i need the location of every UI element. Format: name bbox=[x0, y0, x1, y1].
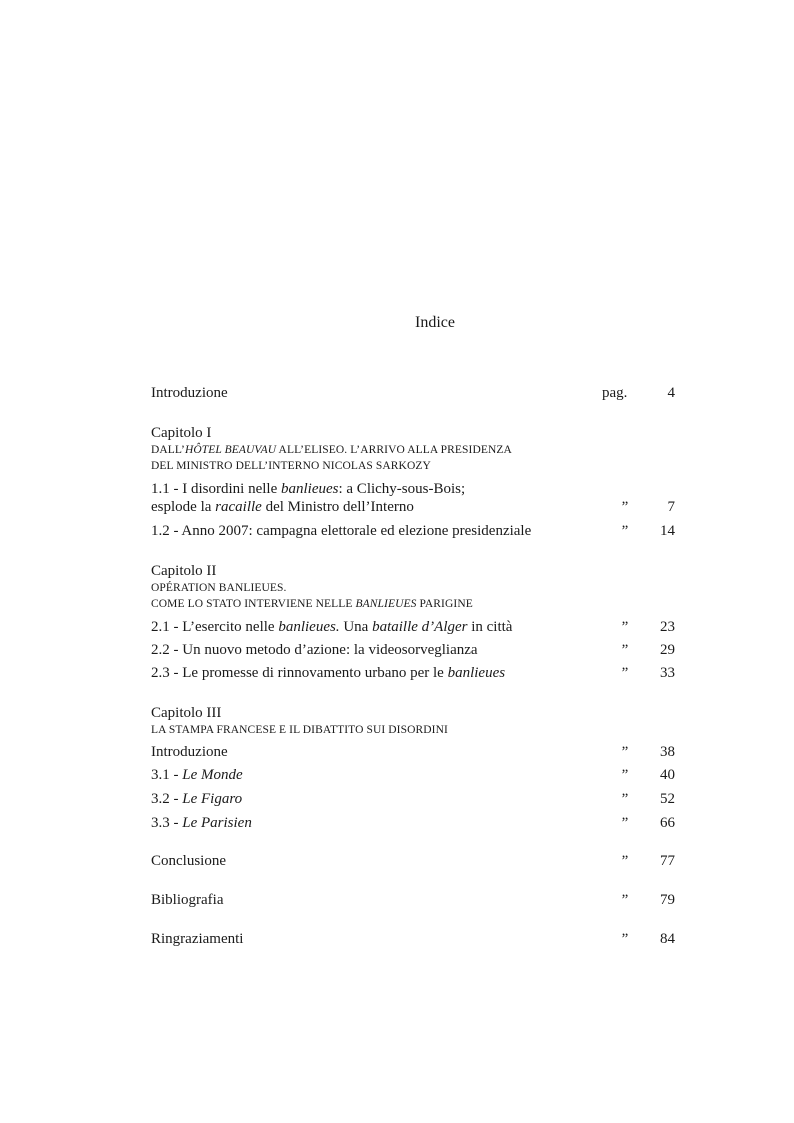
toc-entry-introduzione bbox=[151, 384, 675, 402]
toc-entry-label: 1.2 - Anno 2007: campagna elettorale ed elezione presidenziale bbox=[151, 523, 532, 539]
chapter-subtitle: COME LO STATO INTERVIENE NELLE BANLIEUES PARIGINE bbox=[151, 598, 473, 610]
page-number: 77 bbox=[660, 853, 675, 869]
toc-entry-label: 2.3 - Le promesse di rinnovamento urbano per le banlieues bbox=[151, 665, 506, 681]
toc-entry-label: Introduzione bbox=[151, 744, 228, 760]
ditto-mark: ” bbox=[621, 892, 629, 908]
toc-entry-1-1 bbox=[151, 480, 675, 516]
ditto-mark: ” bbox=[621, 931, 629, 947]
page-number: 84 bbox=[660, 931, 675, 947]
ditto-mark: ” bbox=[621, 642, 629, 658]
toc-entry-label: 1.1 - I disordini nelle banlieues: a Clichy-sous-Bois; bbox=[151, 481, 466, 497]
chapter-subtitle: OPÉRATION BANLIEUES. bbox=[151, 582, 287, 594]
toc-entry-3-1 bbox=[151, 766, 675, 784]
page-number: 38 bbox=[660, 744, 675, 760]
toc-entry-2-3 bbox=[151, 664, 675, 682]
toc-entry-bibliografia bbox=[151, 891, 675, 909]
page-number: 7 bbox=[667, 499, 675, 515]
toc-entry-1-2 bbox=[151, 522, 675, 540]
toc-entry-2-2 bbox=[151, 641, 675, 659]
toc-entry-3-0 bbox=[151, 743, 675, 761]
chapter-heading-1: Capitolo I bbox=[151, 425, 212, 441]
toc-entry-label: 3.3 - Le Parisien bbox=[151, 815, 252, 831]
ditto-mark: ” bbox=[621, 791, 629, 807]
toc-entry-label: Bibliografia bbox=[151, 892, 224, 908]
ditto-mark: ” bbox=[621, 665, 629, 681]
page-number: 52 bbox=[660, 791, 675, 807]
page-number: 79 bbox=[660, 892, 675, 908]
toc-entry-label: Introduzione bbox=[151, 385, 228, 401]
page-number: 4 bbox=[667, 385, 675, 401]
chapter-subtitle: DEL MINISTRO DELL’INTERNO NICOLAS SARKOZY bbox=[151, 460, 431, 472]
ditto-mark: ” bbox=[621, 499, 629, 515]
toc-entry-conclusione bbox=[151, 852, 675, 870]
ditto-mark: ” bbox=[621, 523, 629, 539]
pag-label: pag. bbox=[602, 385, 628, 401]
ditto-mark: ” bbox=[621, 744, 629, 760]
page-number: 33 bbox=[660, 665, 675, 681]
chapter-subtitle: LA STAMPA FRANCESE E IL DIBATTITO SUI DISORDINI bbox=[151, 724, 448, 736]
ditto-mark: ” bbox=[621, 767, 629, 783]
ditto-mark: ” bbox=[621, 619, 629, 635]
toc-entry-2-1 bbox=[151, 618, 675, 636]
page-title: Indice bbox=[415, 314, 455, 331]
toc-entry-3-2 bbox=[151, 790, 675, 808]
toc-entry-label: 2.2 - Un nuovo metodo d’azione: la videosorveglianza bbox=[151, 642, 478, 658]
toc-entry-label: 2.1 - L’esercito nelle banlieues. Una bataille d’Alger in città bbox=[151, 619, 513, 635]
toc-entry-3-3 bbox=[151, 814, 675, 832]
chapter-heading-2: Capitolo II bbox=[151, 563, 217, 579]
page-number: 29 bbox=[660, 642, 675, 658]
chapter-heading-3: Capitolo III bbox=[151, 705, 222, 721]
page-number: 40 bbox=[660, 767, 675, 783]
page-number: 23 bbox=[660, 619, 675, 635]
ditto-mark: ” bbox=[621, 815, 629, 831]
toc-entry-label: 3.1 - Le Monde bbox=[151, 767, 243, 783]
toc-entry-label: esplode la racaille del Ministro dell’Interno bbox=[151, 499, 414, 515]
page-number: 14 bbox=[660, 523, 675, 539]
toc-entry-label: 3.2 - Le Figaro bbox=[151, 791, 243, 807]
toc-entry-ringraziamenti bbox=[151, 930, 675, 948]
chapter-subtitle: DALL’HÔTEL BEAUVAU ALL’ELISEO. L’ARRIVO ALLA PRESIDENZA bbox=[151, 444, 512, 456]
page-number: 66 bbox=[660, 815, 675, 831]
toc-entry-label: Conclusione bbox=[151, 853, 226, 869]
ditto-mark: ” bbox=[621, 853, 629, 869]
toc-entry-label: Ringraziamenti bbox=[151, 931, 244, 947]
